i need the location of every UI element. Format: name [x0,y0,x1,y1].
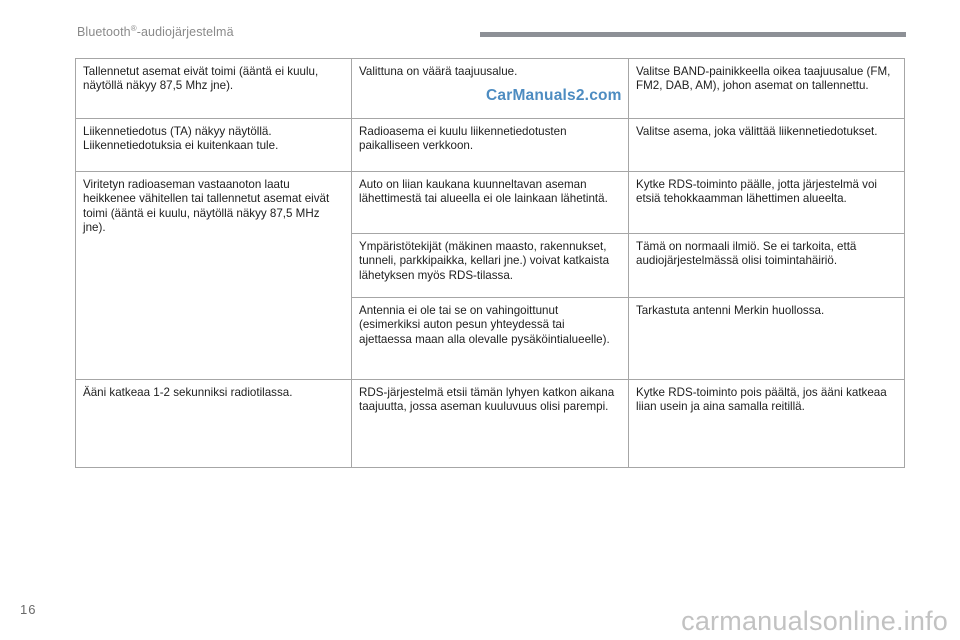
problem-cell: Liikennetiedotus (TA) näkyy näytöllä. Liikennetiedotuksia ei kuitenkaan tule. [76,119,352,172]
table-row [76,380,905,468]
cause-cell: Ympäristötekijät (mäkinen maasto, rakennukset, tunneli, parkkipaikka, kellari jne.) voivat katkaista lähetyksen myös RDS-tilassa. [352,234,629,298]
section-title [77,24,234,39]
page-number: 16 [20,602,37,617]
problem-cell: Viritetyn radioaseman vastaanoton laatu heikkenee vähitellen tai tallennetut asemat eivät toimi (ääntä ei kuulu, näytöllä näkyy 87,5 MHz jne). [76,172,352,380]
cause-cell: RDS-järjestelmä etsii tämän lyhyen katkon aikana taajuutta, jossa aseman kuuluvuus olisi parempi. [352,380,629,468]
problem-cell: Tallennetut asemat eivät toimi (ääntä ei kuulu, näytöllä näkyy 87,5 Mhz jne). [76,59,352,119]
table-row [76,172,905,234]
problem-cell: Ääni katkeaa 1-2 sekunniksi radiotilassa. [76,380,352,468]
solution-cell: Kytke RDS-toiminto pois päältä, jos ääni katkeaa liian usein ja aina samalla reitillä. [629,380,905,468]
footer-site-watermark[interactable]: carmanualsonline.info [681,606,948,636]
header-divider-bar [480,32,906,37]
troubleshooting-table [75,58,905,468]
section-title-suffix: -audiojärjestelmä [136,25,234,40]
cause-cell: Auto on liian kaukana kuunneltavan aseman lähettimestä tai alueella ei ole lainkaan lähetintä. [352,172,629,234]
section-title-main: Bluetooth [77,25,131,40]
registered-mark: ® [130,24,137,33]
table-row [76,119,905,172]
site-watermark[interactable]: CarManuals2.com [486,87,622,104]
cause-cell: Radioasema ei kuulu liikennetiedotusten paikalliseen verkkoon. [352,119,629,172]
solution-cell: Valitse BAND-painikkeella oikea taajuusalue (FM, FM2, DAB, AM), johon asemat on tallennettu. [629,59,905,119]
solution-cell: Kytke RDS-toiminto päälle, jotta järjestelmä voi etsiä tehokkaamman lähettimen alueelta. [629,172,905,234]
solution-cell: Valitse asema, joka välittää liikennetiedotukset. [629,119,905,172]
solution-cell: Tarkastuta antenni Merkin huollossa. [629,298,905,380]
solution-cell: Tämä on normaali ilmiö. Se ei tarkoita, että audiojärjestelmässä olisi toimintahäiriö. [629,234,905,298]
cause-cell: Valittuna on väärä taajuusalue. [352,59,629,119]
cause-cell: Antennia ei ole tai se on vahingoittunut (esimerkiksi auton pesun yhteydessä tai ajettaessa maan alla olevalle pysäköintialueelle). [352,298,629,380]
